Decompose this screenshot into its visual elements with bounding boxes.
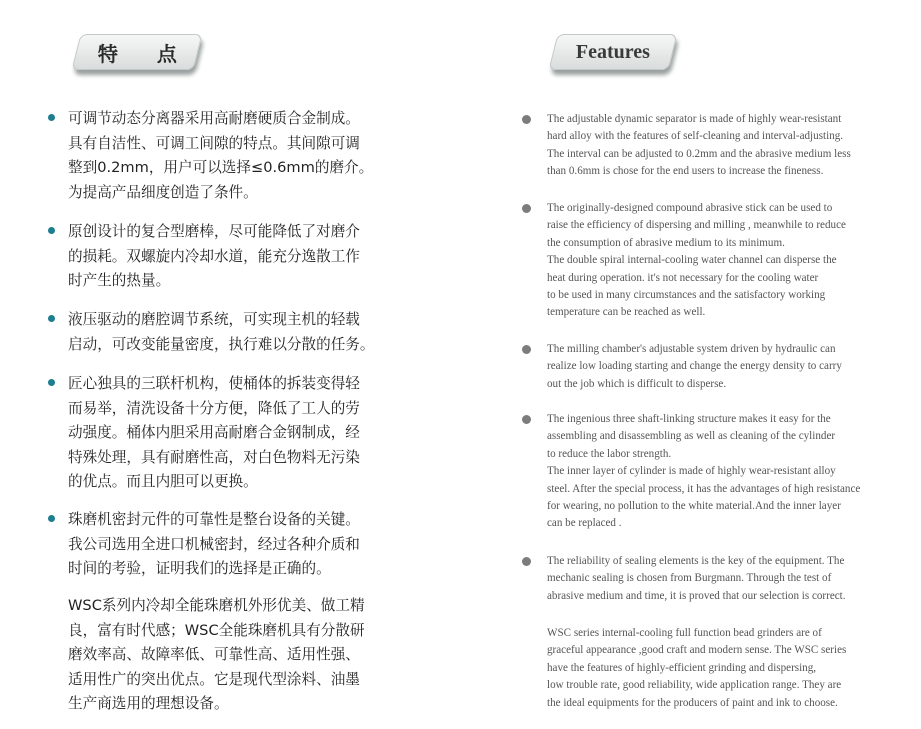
chinese-feature-item	[48, 508, 393, 582]
english-feature-item	[522, 200, 892, 322]
feature-line: low trouble rate, good reliability, wide application range. They are	[547, 679, 842, 692]
feature-line: 生产商选用的理想设备。	[68, 695, 229, 712]
feature-line: hard alloy with the features of self-cleaning and interval-adjusting.	[547, 130, 844, 143]
feature-paragraph	[547, 200, 892, 322]
feature-paragraph	[547, 111, 892, 181]
english-heading-text: Features	[575, 40, 651, 63]
bullet-dot-icon	[48, 114, 55, 121]
feature-line: The milling chamber's adjustable system driven by hydraulic can	[547, 343, 836, 355]
feature-paragraph	[547, 411, 892, 533]
feature-line: mechanic sealing is chosen from Burgmann. Through the test of	[547, 572, 832, 585]
feature-line: 可调节动态分离器采用高耐磨硬质合金制成。	[68, 110, 360, 127]
feature-line: graceful appearance ,good craft and modern sense. The WSC series	[547, 644, 847, 657]
feature-paragraph	[68, 372, 393, 495]
feature-line: the ideal equipments for the producers of paint and ink to choose.	[547, 696, 838, 709]
feature-line: 特殊处理，具有耐磨性高，对白色物料无污染	[68, 448, 360, 466]
english-feature-item	[522, 111, 892, 181]
feature-line: 整到0.2mm，用户可以选择≤0.6mm的磨介。	[68, 159, 374, 176]
english-feature-item	[522, 553, 892, 605]
bullet-dot-icon	[522, 204, 531, 213]
feature-line: can be replaced .	[547, 517, 622, 530]
feature-line: 时产生的热量。	[68, 272, 171, 289]
feature-line: 匠心独具的三联杆机构，使桶体的拆装变得轻	[68, 375, 360, 392]
feature-line: 适用性广的突出优点。它是现代型涂料、油墨	[68, 670, 360, 688]
feature-line: 磨效率高、故障率低、可靠性高、适用性强、	[68, 646, 360, 663]
feature-line: the consumption of abrasive medium to its minimum.	[547, 236, 785, 249]
feature-line: 的优点。而且内胆可以更换。	[68, 473, 258, 490]
feature-line: 动强度。桶体内胆采用高耐磨合金钢制成，经	[68, 424, 360, 441]
chinese-feature-item	[48, 372, 393, 495]
feature-line: The double spiral internal-cooling water channel can disperse the	[547, 254, 837, 267]
feature-line: to reduce the labor strength.	[547, 447, 672, 460]
english-feature-item	[522, 625, 892, 712]
feature-paragraph	[68, 107, 393, 205]
bullet-dot-icon	[48, 227, 55, 234]
english-section-heading	[549, 34, 678, 70]
feature-line: temperature can be reached as well.	[547, 306, 706, 319]
feature-line: than 0.6mm is chose for the end users to increase the fineness.	[547, 165, 824, 178]
bullet-dot-icon	[48, 379, 55, 386]
feature-line: The reliability of sealing elements is the key of the equipment. The	[547, 555, 845, 567]
feature-line: heat during operation. it's not necessary for the cooling water	[547, 271, 819, 284]
feature-line: abrasive medium and time, it is proved that our selection is correct.	[547, 589, 846, 602]
feature-line: 珠磨机密封元件的可靠性是整台设备的关键。	[68, 511, 360, 528]
feature-line: The inner layer of cylinder is made of highly wear-resistant alloy	[547, 465, 836, 478]
feature-line: for wearing, no pollution to the white material.And the inner layer	[547, 500, 841, 513]
chinese-section-heading	[72, 34, 203, 70]
english-feature-item	[522, 411, 892, 533]
feature-paragraph	[547, 341, 892, 393]
feature-line: The ingenious three shaft-linking structure makes it easy for the	[547, 413, 831, 425]
bullet-dot-icon	[522, 415, 531, 424]
feature-line: 启动，可改变能量密度，执行难以分散的任务。	[68, 335, 375, 353]
feature-line: The adjustable dynamic separator is made of highly wear-resistant	[547, 113, 842, 125]
feature-line: assembling and disassembling as well as cleaning of the cylinder	[547, 430, 836, 443]
feature-paragraph	[547, 553, 892, 605]
bullet-dot-icon	[522, 345, 531, 354]
feature-line: to be used in many circumstances and the satisfactory working	[547, 289, 826, 302]
feature-line: The originally-designed compound abrasive stick can be used to	[547, 202, 833, 214]
feature-paragraph	[68, 220, 393, 294]
feature-line: 原创设计的复合型磨棒，尽可能降低了对磨介	[68, 223, 360, 240]
bullet-dot-icon	[48, 315, 55, 322]
feature-line: The interval can be adjusted to 0.2mm and the abrasive medium less	[547, 147, 851, 160]
bullet-dot-icon	[522, 115, 531, 124]
feature-line: steel. After the special process, it has the advantages of high resistance	[547, 482, 861, 495]
feature-line: out the job which is difficult to disperse.	[547, 377, 727, 390]
feature-line: 为提高产品细度创造了条件。	[68, 183, 258, 201]
feature-paragraph	[68, 594, 393, 717]
feature-line: 液压驱动的磨腔调节系统，可实现主机的轻载	[68, 311, 360, 328]
feature-line: WSC系列内冷却全能珠磨机外形优美、做工精	[68, 597, 365, 614]
chinese-feature-item	[48, 308, 393, 357]
feature-line: raise the efficiency of dispersing and milling , meanwhile to reduce	[547, 219, 846, 232]
chinese-feature-item	[48, 594, 393, 717]
feature-line: 具有自洁性、可调工间隙的特点。其间隙可调	[68, 134, 360, 152]
chinese-heading-text: 特 点	[97, 41, 193, 66]
feature-line: have the features of highly-efficient grinding and dispersing,	[547, 661, 817, 674]
feature-line: WSC series internal-cooling full function bead grinders are of	[547, 627, 822, 639]
chinese-feature-item	[48, 107, 393, 205]
feature-line: 良，富有时代感；WSC全能珠磨机具有分散研	[68, 621, 365, 639]
bullet-dot-icon	[522, 557, 531, 566]
feature-paragraph	[68, 308, 393, 357]
feature-line: 的损耗。双螺旋内冷却水道，能充分逸散工作	[68, 247, 360, 265]
chinese-feature-item	[48, 220, 393, 294]
bullet-dot-icon	[48, 515, 55, 522]
feature-line: 时间的考验，证明我们的选择是正确的。	[68, 560, 331, 577]
feature-line: 而易举，清洗设备十分方便，降低了工人的劳	[68, 399, 360, 417]
feature-paragraph	[68, 508, 393, 582]
english-feature-item	[522, 341, 892, 393]
feature-paragraph	[547, 625, 892, 712]
feature-line: 我公司选用全进口机械密封，经过各种介质和	[68, 535, 360, 553]
feature-line: realize low loading starting and change the energy density to carry	[547, 360, 842, 373]
